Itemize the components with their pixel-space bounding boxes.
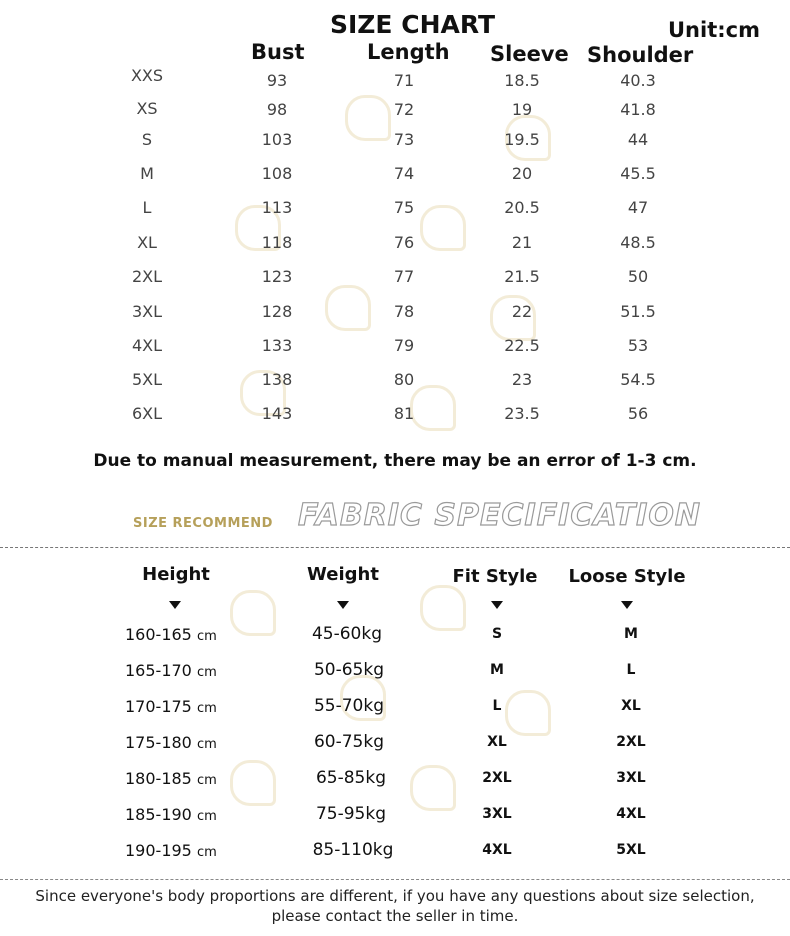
height-cell [125, 805, 217, 824]
weight-cell: 50-65kg [313, 660, 385, 680]
length-value: 78 [393, 302, 415, 321]
bust-value: 123 [261, 267, 293, 286]
sleeve-value: 21.5 [504, 267, 540, 286]
height-unit: cm [196, 629, 217, 644]
shoulder-value: 53 [627, 336, 649, 355]
weight-cell: 55-70kg [313, 696, 385, 716]
height-cell [125, 697, 217, 716]
weight-cell: 75-95kg [315, 804, 387, 824]
length-value: 76 [393, 233, 415, 252]
fit-style-cell: L [492, 698, 502, 714]
loose-style-cell: XL [621, 698, 641, 714]
length-value: 73 [393, 130, 415, 149]
height-unit: cm [196, 773, 217, 788]
section-divider [0, 547, 790, 548]
weight-cell: 45-60kg [311, 624, 383, 644]
arrow-down-icon [169, 601, 181, 609]
loose-style-cell: 5XL [616, 842, 646, 858]
heart-watermark-icon [410, 765, 456, 811]
length-value: 80 [393, 370, 415, 389]
size-label: 4XL [131, 336, 163, 355]
length-value: 79 [393, 336, 415, 355]
shoulder-value: 50 [627, 267, 649, 286]
sleeve-value: 18.5 [504, 71, 540, 90]
length-value: 71 [393, 71, 415, 90]
fit-style-cell: 3XL [482, 806, 512, 822]
shoulder-value: 47 [627, 198, 649, 217]
size-label: 2XL [131, 267, 163, 286]
height-unit: cm [196, 845, 217, 860]
bust-value: 138 [261, 370, 293, 389]
fit-style-cell: 4XL [482, 842, 512, 858]
col-header-sleeve: Sleeve [490, 42, 569, 66]
loose-style-cell: 4XL [616, 806, 646, 822]
size-label: M [140, 164, 154, 183]
footer-line-2: please contact the seller in time. [271, 907, 519, 925]
height-range: 185-190 [125, 805, 192, 824]
bust-value: 113 [261, 198, 293, 217]
fabric-specification-label: FABRIC SPECIFICATION [298, 498, 701, 533]
sleeve-value: 22 [511, 302, 533, 321]
arrow-down-icon [621, 601, 633, 609]
weight-cell: 60-75kg [313, 732, 385, 752]
size-recommend-label: SIZE RECOMMEND [133, 516, 273, 531]
bust-value: 108 [261, 164, 293, 183]
size-label: L [142, 198, 152, 217]
size-label: S [141, 130, 153, 149]
height-unit: cm [196, 665, 217, 680]
sleeve-value: 21 [511, 233, 533, 252]
height-range: 170-175 [125, 697, 192, 716]
heart-watermark-icon [230, 590, 276, 636]
sleeve-value: 23 [511, 370, 533, 389]
loose-style-cell: 3XL [616, 770, 646, 786]
height-unit: cm [196, 737, 217, 752]
loose-style-cell: 2XL [616, 734, 646, 750]
bust-value: 93 [266, 71, 288, 90]
height-cell [125, 625, 217, 644]
bust-value: 133 [261, 336, 293, 355]
size-label: 5XL [131, 370, 163, 389]
height-unit: cm [196, 809, 217, 824]
height-range: 175-180 [125, 733, 192, 752]
sleeve-value: 20.5 [504, 198, 540, 217]
fit-style-cell: M [490, 662, 504, 678]
footer-divider [0, 879, 790, 880]
col-header-bust: Bust [251, 40, 305, 64]
height-cell [125, 769, 217, 788]
arrow-down-icon [491, 601, 503, 609]
length-value: 72 [393, 100, 415, 119]
col-header-shoulder: Shoulder [587, 43, 694, 67]
sleeve-value: 23.5 [504, 404, 540, 423]
sleeve-value: 19 [511, 100, 533, 119]
footer-note [0, 886, 790, 926]
shoulder-value: 48.5 [620, 233, 656, 252]
fit-style-cell: S [491, 626, 503, 642]
bust-value: 128 [261, 302, 293, 321]
size-label: XL [137, 233, 157, 252]
fit-style-cell: 2XL [482, 770, 512, 786]
size-label: XXS [130, 66, 164, 85]
sleeve-value: 22.5 [504, 336, 540, 355]
col-header-weight: Weight [307, 564, 379, 585]
height-cell [125, 841, 217, 860]
col-header-height: Height [142, 564, 210, 585]
height-range: 160-165 [125, 625, 192, 644]
col-header-fit-style: Fit Style [452, 566, 538, 587]
weight-cell: 65-85kg [315, 768, 387, 788]
col-header-loose-style: Loose Style [568, 566, 686, 587]
bust-value: 143 [261, 404, 293, 423]
size-chart-title: SIZE CHART [330, 10, 496, 39]
height-range: 165-170 [125, 661, 192, 680]
height-range: 180-185 [125, 769, 192, 788]
loose-style-cell: L [626, 662, 636, 678]
shoulder-value: 51.5 [620, 302, 656, 321]
size-label: XS [136, 99, 158, 118]
weight-cell: 85-110kg [312, 840, 394, 860]
shoulder-value: 44 [627, 130, 649, 149]
height-unit: cm [196, 701, 217, 716]
shoulder-value: 54.5 [620, 370, 656, 389]
heart-watermark-icon [420, 585, 466, 631]
length-value: 81 [393, 404, 415, 423]
sleeve-value: 19.5 [504, 130, 540, 149]
height-cell [125, 661, 217, 680]
col-header-length: Length [367, 40, 450, 64]
footer-line-1: Since everyone's body proportions are different, if you have any questions about size selection, [35, 887, 755, 905]
unit-label: Unit:cm [668, 18, 760, 42]
fit-style-cell: XL [487, 734, 507, 750]
height-cell [125, 733, 217, 752]
shoulder-value: 41.8 [620, 100, 656, 119]
height-range: 190-195 [125, 841, 192, 860]
sleeve-value: 20 [511, 164, 533, 183]
bust-value: 103 [261, 130, 293, 149]
length-value: 74 [393, 164, 415, 183]
length-value: 75 [393, 198, 415, 217]
size-label: 3XL [131, 302, 163, 321]
loose-style-cell: M [624, 626, 638, 642]
arrow-down-icon [337, 601, 349, 609]
bust-value: 98 [266, 100, 288, 119]
bust-value: 118 [261, 233, 293, 252]
shoulder-value: 45.5 [620, 164, 656, 183]
shoulder-value: 40.3 [620, 71, 656, 90]
length-value: 77 [393, 267, 415, 286]
measurement-note: Due to manual measurement, there may be an error of 1-3 cm. [93, 451, 697, 471]
size-label: 6XL [131, 404, 163, 423]
shoulder-value: 56 [627, 404, 649, 423]
heart-watermark-icon [230, 760, 276, 806]
